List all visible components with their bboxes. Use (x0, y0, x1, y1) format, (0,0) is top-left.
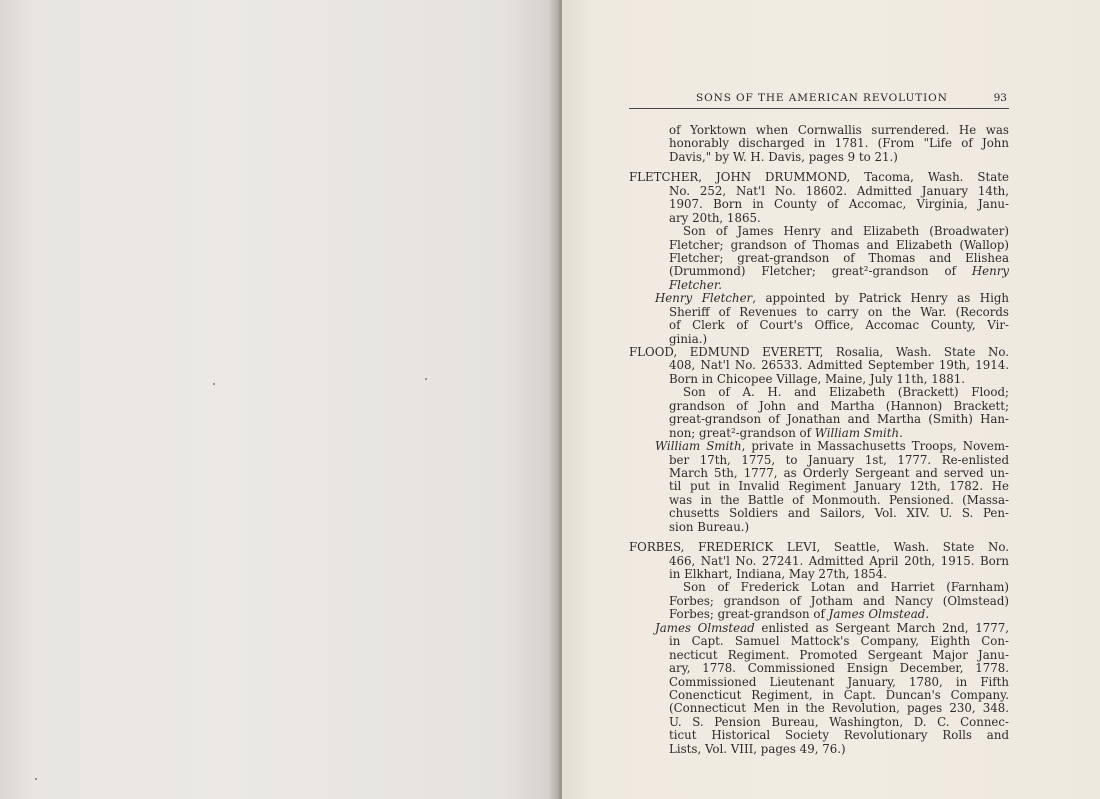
text-line: 408, Nat'l No. 26533. Admitted September 19th, 1914. (669, 358, 1009, 373)
text-line: Forbes; grandson of Jotham and Nancy (Olmstead) (669, 593, 1009, 608)
text-line: sion Bureau.) (669, 519, 750, 534)
text-line: FLOOD, EDMUND EVERETT, Rosalia, Wash. State No. (629, 345, 1009, 359)
text-line: Son of James Henry and Elizabeth (Broadwater) (683, 224, 1009, 239)
text-line: Commissioned Lieutenant January, 1780, in Fifth (669, 674, 1009, 689)
text-line: William Smith, private in Massachusetts Troops, Novem- (655, 439, 1009, 454)
text-line: Son of Frederick Lotan and Harriet (Farnham) (683, 580, 1009, 595)
running-head (629, 90, 1009, 109)
text-line: Sheriff of Revenues to carry on the War. (Records (669, 304, 1009, 319)
text-line: til put in Invalid Regiment January 12th, 1782. He (669, 479, 1009, 494)
text-line: FORBES, FREDERICK LEVI, Seattle, Wash. State No. (629, 540, 1009, 555)
text-line: of Clerk of Court's Office, Accomac County, Vir- (669, 318, 1009, 333)
text-line: (Drummond) Fletcher; great²-grandson of Henry (669, 264, 1009, 279)
text-line: honorably discharged in 1781. (From "Life of John (669, 136, 1009, 151)
text-line: 466, Nat'l No. 27241. Admitted April 20th, 1915. Born (669, 553, 1009, 568)
text-line: Fletcher; grandson of Thomas and Elizabeth (Wallop) (669, 237, 1009, 252)
text-line: ary, 1778. Commissioned Ensign December, 1778. (669, 661, 1009, 676)
text-line: Forbes; great-grandson of James Olmstead. (669, 607, 930, 622)
text-line: Fletcher; great-grandson of Thomas and Elishea (669, 250, 1009, 265)
text-line: was in the Battle of Monmouth. Pensioned. (Massa- (669, 492, 1009, 507)
text-line: ary 20th, 1865. (669, 210, 761, 225)
text-line: Born in Chicopee Village, Maine, July 11th, 1881. (669, 371, 966, 386)
text-line: in Capt. Samuel Mattock's Company, Eighth Con- (669, 634, 1009, 649)
paper-speck (213, 383, 215, 385)
text-line: ber 17th, 1775, to January 1st, 1777. Re-enlisted (669, 452, 1009, 467)
text-line: of Yorktown when Cornwallis surrendered. He was (669, 123, 1009, 137)
text-line: grandson of John and Martha (Hannon) Brackett; (669, 398, 1009, 413)
text-line: U. S. Pension Bureau, Washington, D. C. Connec- (669, 714, 1009, 729)
text-line: ticut Historical Society Revolutionary Rolls and (669, 728, 1009, 743)
text-line: great-grandson of Jonathan and Martha (Smith) Han- (669, 412, 1009, 427)
text-line: March 5th, 1777, as Orderly Sergeant and served un- (669, 465, 1009, 480)
text-line: Son of A. H. and Elizabeth (Brackett) Flood; (683, 385, 1009, 400)
text-line: Fletcher. (669, 277, 722, 292)
text-line: in Elkhart, Indiana, May 27th, 1854. (669, 567, 888, 581)
text-line: non; great²-grandson of William Smith. (669, 425, 903, 440)
page-body-text (629, 124, 1009, 756)
text-line: No. 252, Nat'l No. 18602. Admitted January 14th, (669, 183, 1009, 198)
paper-speck (425, 378, 427, 380)
paper-speck (35, 778, 37, 780)
text-line: chusetts Soldiers and Sailors, Vol. XIV. U. S. Pen- (669, 506, 1009, 521)
text-line: ginia.) (669, 331, 708, 346)
page-number: 93 (993, 92, 1007, 104)
text-line: (Connecticut Men in the Revolution, pages 230, 348. (669, 701, 1009, 716)
text-line: Lists, Vol. VIII, pages 49, 76.) (669, 741, 846, 756)
running-head-title: SONS OF THE AMERICAN REVOLUTION (696, 92, 948, 104)
text-line: Henry Fletcher, appointed by Patrick Henry as High (655, 291, 1009, 306)
text-line: 1907. Born in County of Accomac, Virginia, Janu- (669, 197, 1009, 212)
text-line: James Olmstead enlisted as Sergeant March 2nd, 1777, (655, 620, 1009, 635)
text-line: FLETCHER, JOHN DRUMMOND, Tacoma, Wash. State (629, 170, 1009, 185)
text-line: Davis," by W. H. Davis, pages 9 to 21.) (669, 149, 898, 164)
text-line: necticut Regiment. Promoted Sergeant Major Janu- (669, 647, 1009, 662)
text-line: Conencticut Regiment, in Capt. Duncan's Company. (669, 687, 1009, 702)
